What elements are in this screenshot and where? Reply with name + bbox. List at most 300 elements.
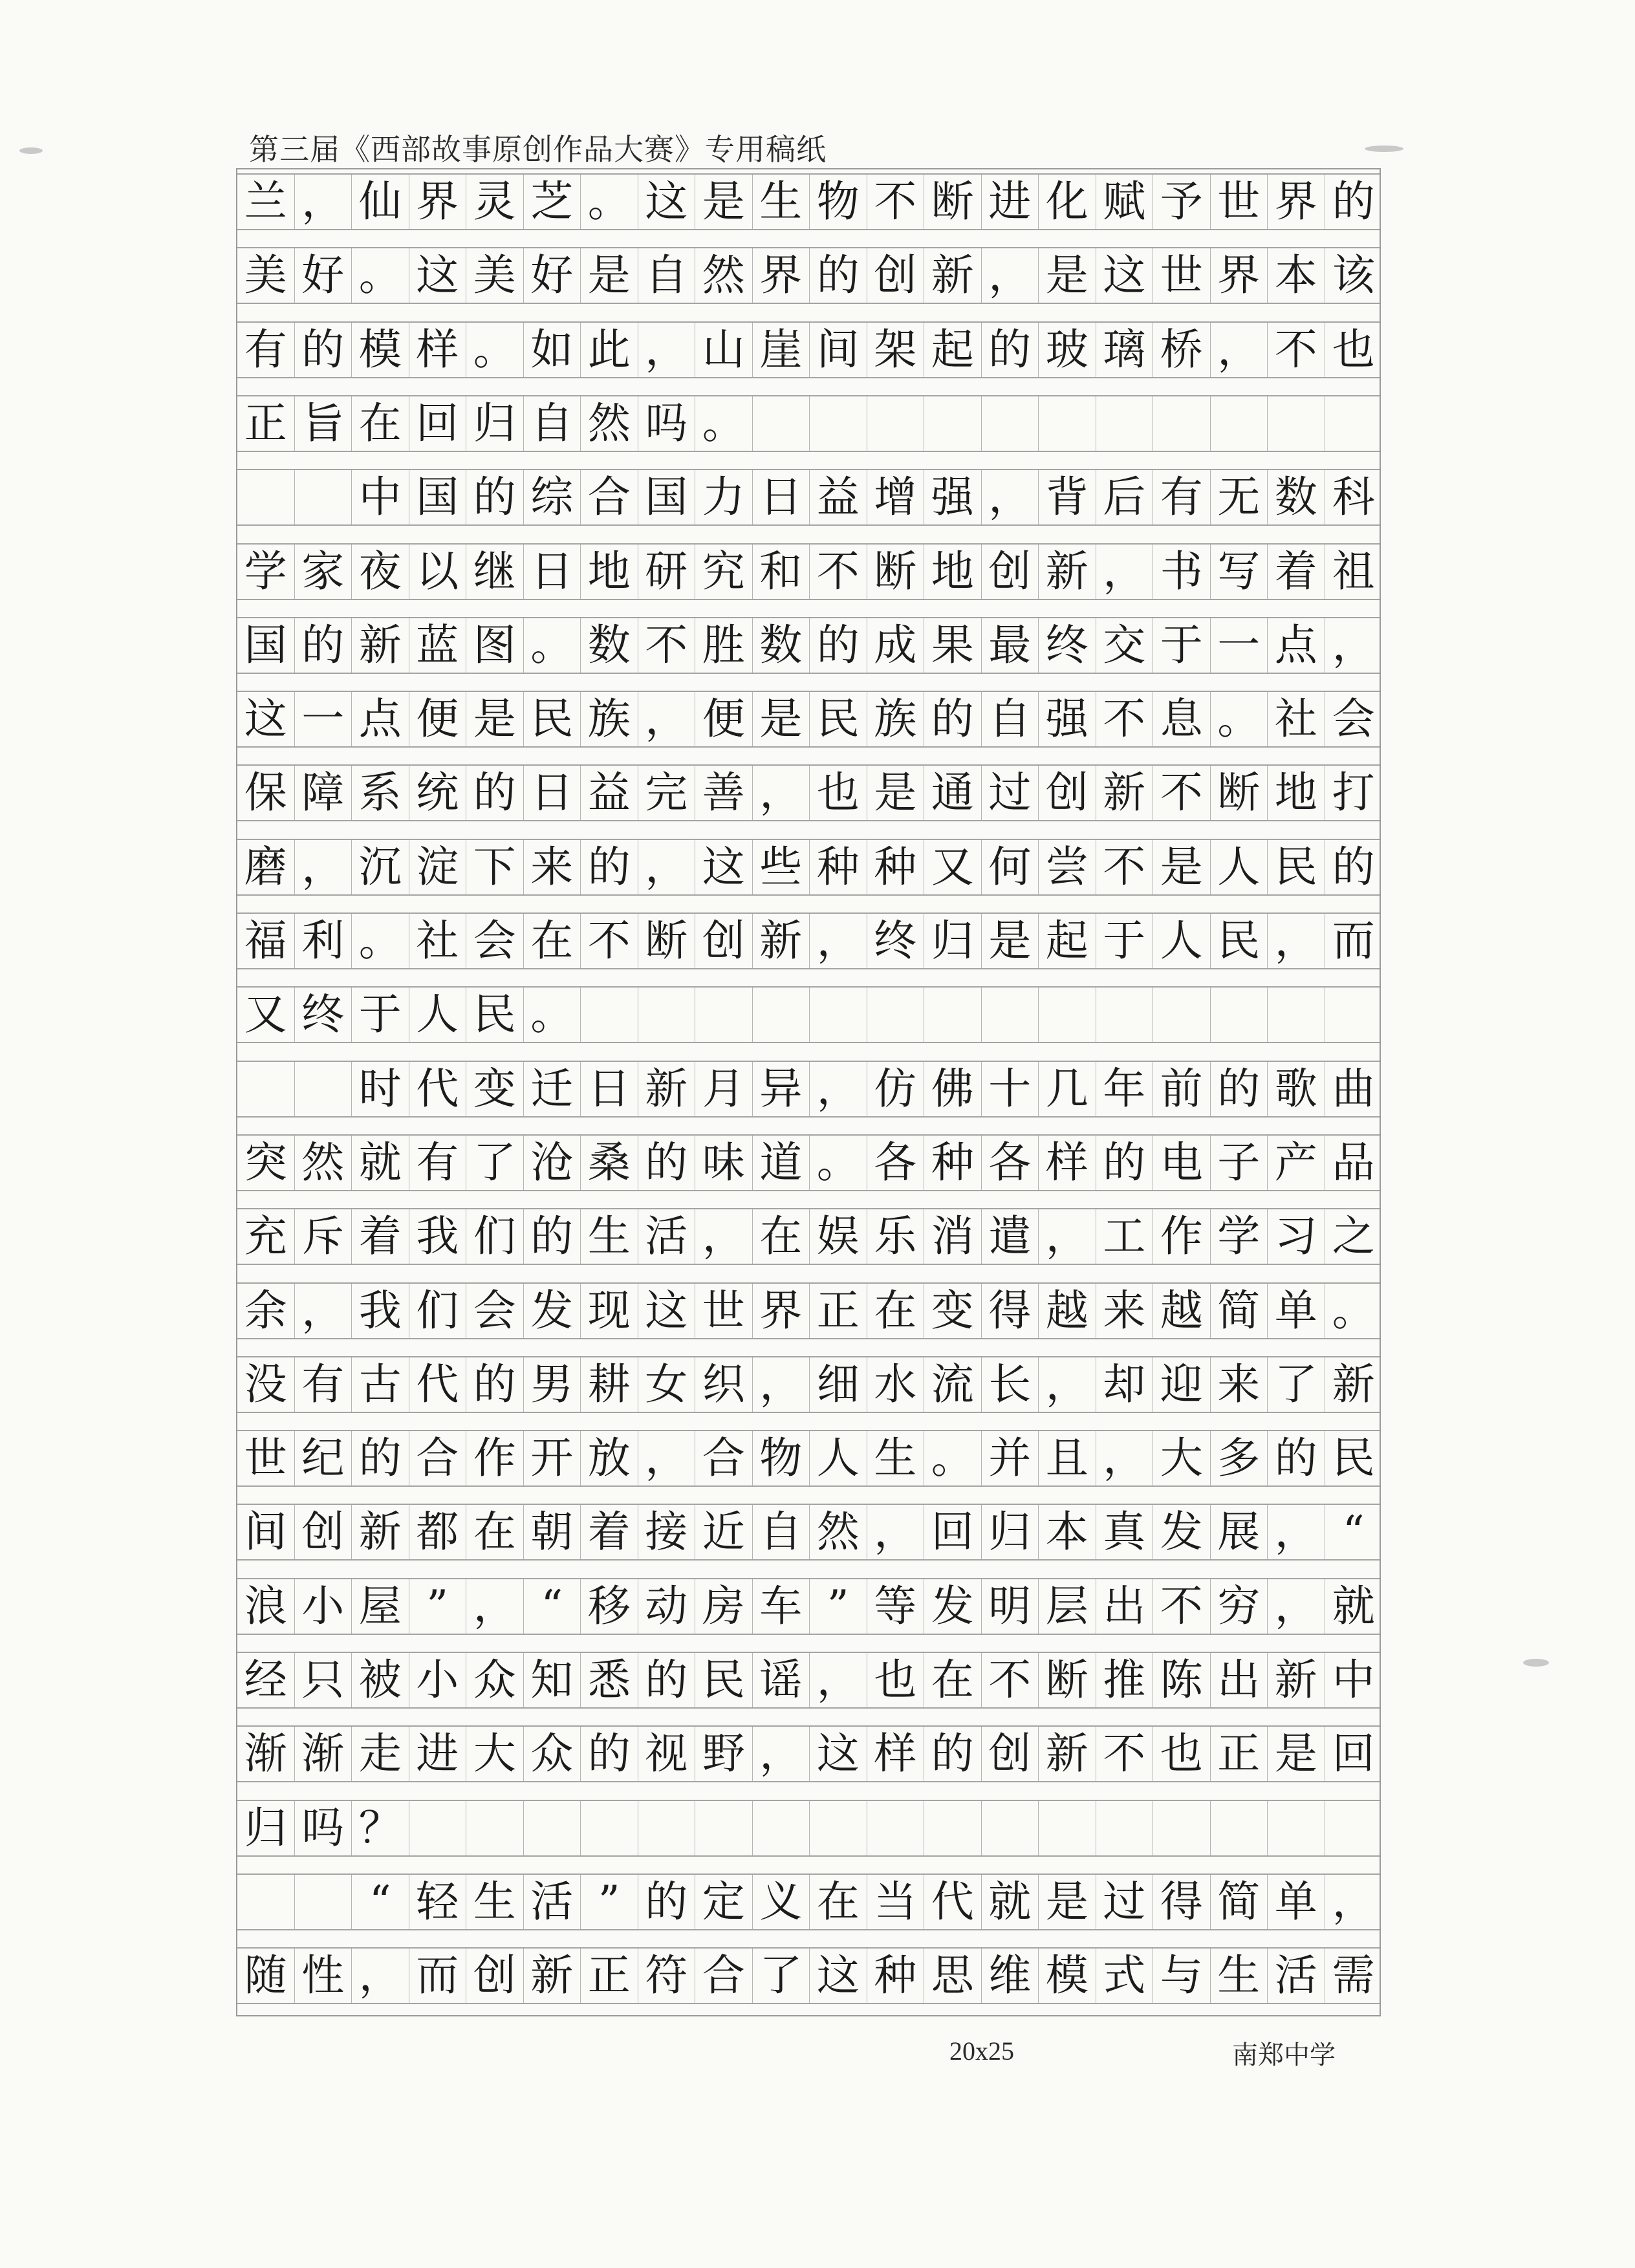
grid-cell: 突: [237, 1136, 295, 1190]
grid-cell: [1268, 396, 1325, 451]
grid-cell: [237, 1875, 295, 1929]
grid-cell: 研: [638, 545, 696, 599]
manuscript-line: [237, 1874, 1380, 1930]
grid-cell: 式: [1096, 1949, 1154, 2003]
grid-cell: 。: [466, 323, 524, 377]
grid-cell: 是: [867, 766, 925, 820]
manuscript-line: [237, 617, 1380, 674]
grid-cell: 正: [237, 396, 295, 451]
grid-cell: 是: [1153, 840, 1211, 894]
grid-cell: [867, 1801, 925, 1855]
paper-speck: [1523, 1659, 1549, 1667]
grid-cell: 尝: [1039, 840, 1096, 894]
grid-cell: 创: [466, 1949, 524, 2003]
grid-cell: 这: [638, 1284, 696, 1338]
grid-cell: [982, 1801, 1039, 1855]
grid-cell: 日: [753, 470, 810, 524]
grid-cell: 数: [581, 618, 638, 673]
grid-cell: 些: [753, 840, 810, 894]
grid-cell: 自: [982, 692, 1039, 746]
grid-cell: 人: [409, 988, 467, 1042]
grid-cell: 各: [867, 1136, 925, 1190]
grid-cell: 的: [524, 1209, 581, 1264]
grid-cell: 只: [295, 1653, 352, 1707]
grid-cell: 地: [1268, 766, 1325, 820]
grid-cell: 我: [352, 1284, 409, 1338]
grid-cell: 生: [753, 175, 810, 229]
grid-cell: 符: [638, 1949, 696, 2003]
grid-cell: 越: [1153, 1284, 1211, 1338]
grid-cell: 了: [466, 1136, 524, 1190]
manuscript-line: [237, 1356, 1380, 1413]
grid-cell: [1211, 988, 1268, 1042]
grid-cell: 会: [466, 914, 524, 968]
grid-cell: ？: [352, 1801, 409, 1855]
grid-cell: 细: [810, 1357, 867, 1412]
manuscript-line: [237, 764, 1380, 821]
grid-cell: 写: [1211, 545, 1268, 599]
grid-cell: 学: [1211, 1209, 1268, 1264]
grid-cell: 终: [1039, 618, 1096, 673]
grid-cell: 统: [409, 766, 467, 820]
grid-cell: 不: [810, 545, 867, 599]
grid-cell: 越: [1039, 1284, 1096, 1338]
grid-cell: 创: [867, 248, 925, 303]
grid-cell: 的: [466, 470, 524, 524]
grid-cell: 人: [810, 1431, 867, 1485]
grid-cell: 来: [1096, 1284, 1154, 1338]
grid-cell: 没: [237, 1357, 295, 1412]
grid-cell: 灵: [466, 175, 524, 229]
grid-cell: [581, 988, 638, 1042]
grid-cell: 在: [352, 396, 409, 451]
grid-cell: ，: [810, 914, 867, 968]
grid-cell: 的: [638, 1875, 696, 1929]
grid-cell: 也: [810, 766, 867, 820]
grid-cell: [1268, 1801, 1325, 1855]
grid-cell: 学: [237, 545, 295, 599]
grid-cell: 的: [1268, 1431, 1325, 1485]
grid-cell: 长: [982, 1357, 1039, 1412]
grid-cell: 性: [295, 1949, 352, 2003]
grid-cell: 新: [1039, 545, 1096, 599]
manuscript-line: [237, 839, 1380, 896]
grid-cell: 该: [1332, 250, 1375, 301]
grid-cell: 世: [1211, 175, 1268, 229]
grid-cell: 有: [295, 1357, 352, 1412]
grid-cell: 祖: [1332, 546, 1375, 596]
manuscript-line: [237, 173, 1380, 230]
grid-cell: 这: [810, 1949, 867, 2003]
grid-cell: 习: [1268, 1209, 1325, 1264]
grid-cell: 曲: [1332, 1063, 1375, 1114]
manuscript-line: [237, 986, 1380, 1043]
grid-cell: 中: [1332, 1655, 1375, 1705]
grid-cell: ，: [982, 470, 1039, 524]
grid-cell: 女: [638, 1357, 696, 1412]
grid-cell: 的: [1332, 177, 1375, 226]
grid-cell: 归: [466, 396, 524, 451]
grid-cell: 了: [1268, 1357, 1325, 1412]
grid-cell: [1096, 1801, 1154, 1855]
grid-cell: ，: [1332, 1876, 1375, 1927]
grid-cell: 来: [524, 840, 581, 894]
grid-cell: [982, 988, 1039, 1042]
header-title: 第三届《西部故事原创作品大赛》专用稿纸: [249, 132, 827, 167]
grid-cell: 众: [466, 1653, 524, 1707]
grid-cell: ，: [638, 840, 696, 894]
grid-cell: 界: [753, 1284, 810, 1338]
grid-cell: 是: [982, 914, 1039, 968]
grid-cell: 究: [695, 545, 753, 599]
grid-cell: 民: [695, 1653, 753, 1707]
grid-cell: ，: [466, 1579, 524, 1634]
grid-cell: [1153, 1801, 1211, 1855]
grid-cell: 何: [982, 840, 1039, 894]
grid-cell: 渐: [237, 1727, 295, 1781]
grid-cell: 就: [1332, 1581, 1375, 1631]
grid-cell: 民: [1268, 840, 1325, 894]
grid-cell: 继: [466, 545, 524, 599]
grid-cell: 小: [409, 1653, 467, 1707]
grid-cell: 系: [352, 766, 409, 820]
grid-cell: 善: [695, 766, 753, 820]
grid-cell: 障: [295, 766, 352, 820]
grid-cell: 新: [524, 1949, 581, 2003]
grid-cell: “: [524, 1579, 581, 1634]
grid-cell: [1325, 988, 1383, 1042]
grid-cell: 等: [867, 1579, 925, 1634]
grid-cell: 代: [924, 1875, 982, 1929]
grid-cell: [810, 988, 867, 1042]
grid-cell: ”: [581, 1875, 638, 1929]
grid-cell: 男: [524, 1357, 581, 1412]
grid-cell: 创: [295, 1505, 352, 1559]
grid-cell: [466, 1801, 524, 1855]
manuscript-line: [237, 247, 1380, 304]
grid-cell: 新: [352, 618, 409, 673]
grid-cell: 电: [1153, 1136, 1211, 1190]
grid-cell: 过: [982, 766, 1039, 820]
grid-cell: [638, 1801, 696, 1855]
grid-cell: 生: [867, 1431, 925, 1485]
grid-cell: 地: [924, 545, 982, 599]
grid-cell: [924, 396, 982, 451]
grid-cell: 样: [867, 1727, 925, 1781]
grid-cell: 。: [1332, 1285, 1375, 1335]
paper-speck: [19, 147, 43, 154]
grid-cell: 。: [695, 396, 753, 451]
grid-cell: 美: [237, 248, 295, 303]
grid-cell: 新: [924, 248, 982, 303]
grid-cell: 的: [924, 692, 982, 746]
grid-cell: 也: [1332, 324, 1375, 374]
grid-cell: [982, 396, 1039, 451]
grid-cell: 简: [1211, 1284, 1268, 1338]
grid-cell: 书: [1153, 545, 1211, 599]
grid-cell: 胜: [695, 618, 753, 673]
grid-cell: 好: [524, 248, 581, 303]
grid-cell: 并: [982, 1431, 1039, 1485]
grid-cell: 国: [237, 618, 295, 673]
grid-cell: 这: [237, 692, 295, 746]
grid-cell: ，: [1211, 323, 1268, 377]
grid-cell: [867, 988, 925, 1042]
grid-cell: 走: [352, 1727, 409, 1781]
grid-cell: [1211, 396, 1268, 451]
manuscript-line: [237, 469, 1380, 526]
grid-cell: ，: [1096, 1431, 1154, 1485]
grid-cell: 在: [867, 1284, 925, 1338]
grid-cell: 下: [466, 840, 524, 894]
grid-cell: ，: [1332, 620, 1375, 670]
grid-spec-label: 20x25: [949, 2036, 1014, 2066]
grid-cell: 不: [1096, 840, 1154, 894]
grid-cell: ，: [1096, 545, 1154, 599]
manuscript-line: [237, 1208, 1380, 1265]
grid-cell: [524, 1801, 581, 1855]
grid-cell: 磨: [237, 840, 295, 894]
grid-cell: 的: [295, 618, 352, 673]
grid-cell: 人: [1211, 840, 1268, 894]
grid-cell: 在: [753, 1209, 810, 1264]
grid-cell: 的: [466, 1357, 524, 1412]
grid-cell: 归: [237, 1801, 295, 1855]
grid-cell: 迎: [1153, 1357, 1211, 1412]
manuscript-line: [237, 691, 1380, 748]
grid-cell: 好: [295, 248, 352, 303]
grid-cell: 合: [695, 1431, 753, 1485]
grid-cell: [753, 988, 810, 1042]
grid-cell: 新: [638, 1062, 696, 1116]
grid-cell: 合: [581, 470, 638, 524]
grid-cell: [1325, 1801, 1383, 1855]
grid-cell: 桥: [1153, 323, 1211, 377]
grid-cell: 就: [352, 1136, 409, 1190]
grid-cell: 时: [352, 1062, 409, 1116]
grid-cell: 不: [581, 914, 638, 968]
grid-cell: 数: [753, 618, 810, 673]
grid-cell: 新: [1332, 1359, 1375, 1409]
grid-cell: 大: [466, 1727, 524, 1781]
grid-cell: 国: [638, 470, 696, 524]
grid-cell: 接: [638, 1505, 696, 1559]
grid-cell: 乐: [867, 1209, 925, 1264]
grid-cell: 力: [695, 470, 753, 524]
grid-cell: 样: [409, 323, 467, 377]
grid-cell: 种: [867, 840, 925, 894]
grid-cell: 活: [524, 1875, 581, 1929]
grid-cell: 穷: [1211, 1579, 1268, 1634]
grid-cell: 不: [1268, 323, 1325, 377]
grid-cell: 活: [1268, 1949, 1325, 2003]
grid-cell: [695, 1801, 753, 1855]
grid-cell: 界: [1211, 248, 1268, 303]
grid-cell: 不: [867, 175, 925, 229]
grid-cell: 各: [982, 1136, 1039, 1190]
grid-cell: [295, 1875, 352, 1929]
grid-cell: 仙: [352, 175, 409, 229]
grid-cell: 美: [466, 248, 524, 303]
grid-cell: [295, 470, 352, 524]
grid-cell: 的: [581, 840, 638, 894]
grid-cell: 工: [1096, 1209, 1154, 1264]
grid-cell: 桑: [581, 1136, 638, 1190]
grid-cell: 进: [409, 1727, 467, 1781]
grid-cell: 物: [810, 175, 867, 229]
manuscript-line: [237, 395, 1380, 452]
grid-cell: 便: [409, 692, 467, 746]
grid-cell: 不: [1153, 766, 1211, 820]
grid-cell: ，: [1039, 1209, 1096, 1264]
grid-cell: 终: [867, 914, 925, 968]
grid-cell: ，: [638, 692, 696, 746]
grid-cell: [810, 396, 867, 451]
grid-cell: 消: [924, 1209, 982, 1264]
grid-cell: 生: [581, 1209, 638, 1264]
grid-cell: 的: [1211, 1062, 1268, 1116]
grid-cell: 是: [466, 692, 524, 746]
grid-cell: 物: [753, 1431, 810, 1485]
grid-cell: ”: [810, 1579, 867, 1634]
grid-cell: 不: [1096, 692, 1154, 746]
grid-cell: 然: [295, 1136, 352, 1190]
grid-cell: 背: [1039, 470, 1096, 524]
grid-cell: 日: [581, 1062, 638, 1116]
grid-cell: [237, 1062, 295, 1116]
grid-cell: 这: [409, 248, 467, 303]
grid-cell: 却: [1096, 1357, 1154, 1412]
grid-cell: 不: [1096, 1727, 1154, 1781]
grid-cell: 打: [1332, 768, 1375, 818]
grid-cell: 科: [1332, 472, 1375, 523]
grid-cell: 蓝: [409, 618, 467, 673]
paper-speck: [1365, 146, 1403, 152]
grid-cell: 充: [237, 1209, 295, 1264]
grid-cell: 品: [1332, 1137, 1375, 1187]
grid-cell: 也: [1153, 1727, 1211, 1781]
grid-cell: 淀: [409, 840, 467, 894]
grid-cell: 族: [867, 692, 925, 746]
grid-cell: 。: [1211, 692, 1268, 746]
grid-cell: ，: [295, 840, 352, 894]
grid-cell: ，: [352, 1949, 409, 2003]
grid-cell: 们: [409, 1284, 467, 1338]
grid-cell: 朝: [524, 1505, 581, 1559]
grid-cell: 随: [237, 1949, 295, 2003]
grid-cell: 这: [1096, 248, 1154, 303]
grid-cell: 然: [695, 248, 753, 303]
grid-cell: 多: [1211, 1431, 1268, 1485]
grid-cell: 在: [466, 1505, 524, 1559]
grid-cell: 此: [581, 323, 638, 377]
grid-cell: 创: [695, 914, 753, 968]
grid-cell: 年: [1096, 1062, 1154, 1116]
grid-cell: 新: [1039, 1727, 1096, 1781]
grid-cell: 又: [924, 840, 982, 894]
manuscript-line: [237, 1947, 1380, 2004]
grid-cell: 被: [352, 1653, 409, 1707]
grid-cell: 耕: [581, 1357, 638, 1412]
grid-cell: ，: [295, 1284, 352, 1338]
grid-cell: 展: [1211, 1505, 1268, 1559]
grid-cell: 的: [638, 1136, 696, 1190]
manuscript-line: [237, 321, 1380, 378]
grid-cell: 出: [1211, 1653, 1268, 1707]
grid-cell: [867, 396, 925, 451]
grid-cell: 得: [982, 1284, 1039, 1338]
grid-cell: 于: [1153, 618, 1211, 673]
grid-cell: 义: [753, 1875, 810, 1929]
grid-cell: 单: [1268, 1284, 1325, 1338]
grid-cell: 一: [1211, 618, 1268, 673]
grid-cell: 日: [524, 545, 581, 599]
grid-cell: “: [352, 1875, 409, 1929]
grid-cell: [1211, 1801, 1268, 1855]
grid-cell: 不: [638, 618, 696, 673]
grid-cell: [753, 1801, 810, 1855]
grid-cell: 着: [352, 1209, 409, 1264]
grid-cell: 一: [295, 692, 352, 746]
grid-cell: 的: [810, 618, 867, 673]
grid-cell: 歌: [1268, 1062, 1325, 1116]
grid-cell: 模: [1039, 1949, 1096, 2003]
grid-cell: 在: [524, 914, 581, 968]
grid-cell: [810, 1801, 867, 1855]
grid-cell: 这: [810, 1727, 867, 1781]
grid-cell: 起: [924, 323, 982, 377]
grid-cell: [1153, 988, 1211, 1042]
grid-cell: 赋: [1096, 175, 1154, 229]
grid-cell: [1039, 988, 1096, 1042]
grid-cell: 是: [753, 692, 810, 746]
grid-cell: 果: [924, 618, 982, 673]
grid-cell: ，: [810, 1062, 867, 1116]
grid-cell: 成: [867, 618, 925, 673]
grid-cell: 家: [295, 545, 352, 599]
grid-cell: 与: [1153, 1949, 1211, 2003]
grid-cell: 会: [466, 1284, 524, 1338]
grid-cell: 益: [810, 470, 867, 524]
grid-cell: 都: [409, 1505, 467, 1559]
grid-cell: 无: [1211, 470, 1268, 524]
grid-cell: 仿: [867, 1062, 925, 1116]
grid-cell: [1039, 1801, 1096, 1855]
grid-cell: 的: [810, 248, 867, 303]
grid-cell: ，: [1268, 1505, 1325, 1559]
grid-cell: 和: [753, 545, 810, 599]
grid-cell: [1325, 396, 1383, 451]
grid-cell: 通: [924, 766, 982, 820]
grid-cell: 民: [524, 692, 581, 746]
grid-cell: [753, 396, 810, 451]
grid-cell: 几: [1039, 1062, 1096, 1116]
grid-cell: 出: [1096, 1579, 1154, 1634]
grid-cell: 也: [867, 1653, 925, 1707]
grid-cell: 房: [695, 1579, 753, 1634]
grid-cell: 的: [295, 323, 352, 377]
grid-cell: 大: [1153, 1431, 1211, 1485]
grid-cell: [924, 1801, 982, 1855]
grid-cell: 归: [982, 1505, 1039, 1559]
grid-cell: 增: [867, 470, 925, 524]
grid-cell: 间: [237, 1505, 295, 1559]
grid-cell: 而: [409, 1949, 467, 2003]
grid-cell: 斥: [295, 1209, 352, 1264]
grid-cell: 正: [1211, 1727, 1268, 1781]
grid-cell: 予: [1153, 175, 1211, 229]
grid-cell: 的: [924, 1727, 982, 1781]
